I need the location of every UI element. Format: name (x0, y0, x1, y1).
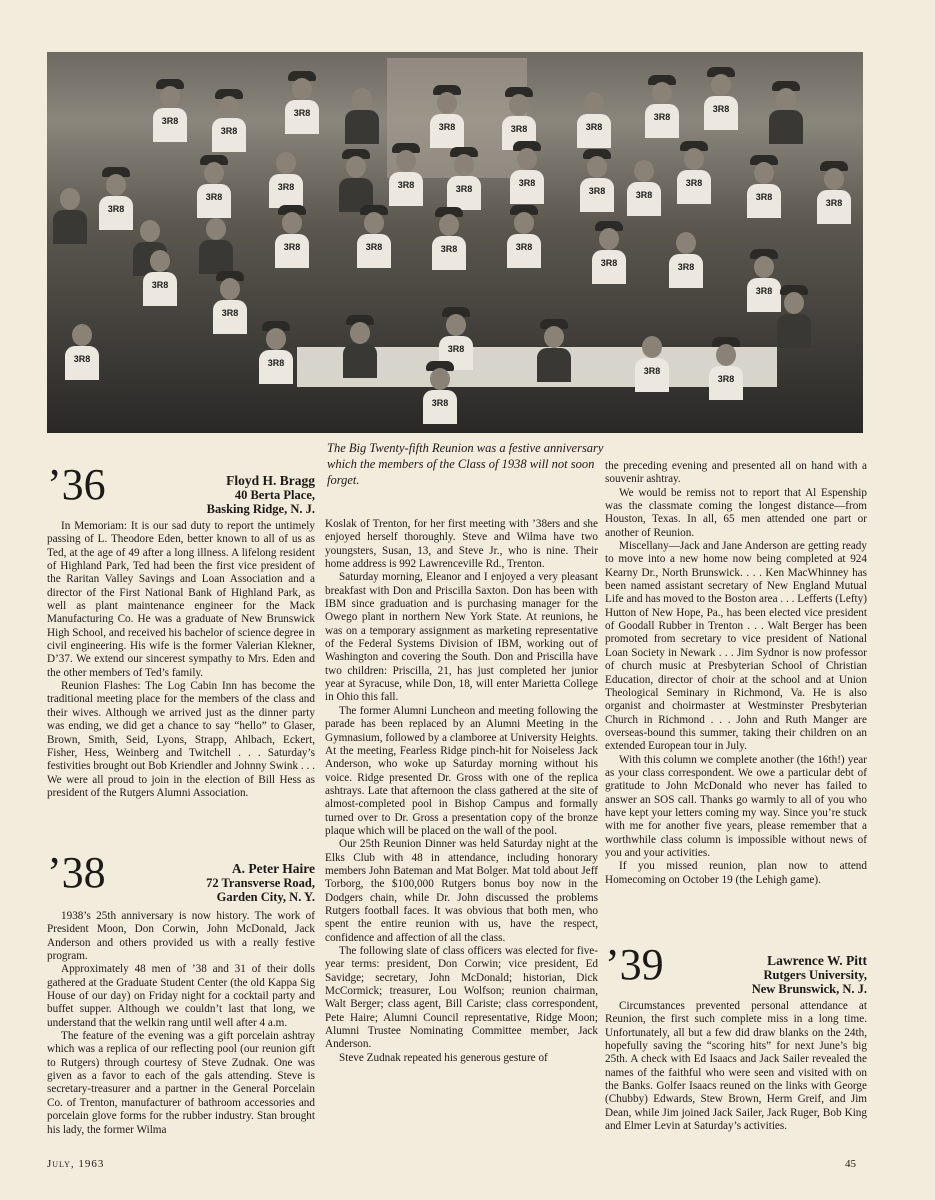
correspondent-address: Rutgers University, (763, 968, 867, 982)
correspondent-city: New Brunswick, N. J. (751, 982, 867, 996)
correspondent-info (752, 954, 867, 996)
class-year: ’36 (47, 460, 106, 509)
paragraph: Our 25th Reunion Dinner was held Saturday night at the Elks Club with 48 in attendance, including honorary members John Bateman and Mat Bolger. Mat told about Jeff Torborg, the $100,000 Rutgers bonus boy now in the Dodgers chain, while Dr. John discussed the problems Rutgers football faces. It was obvious that both men, who spent the entire reunion with us, have the respect, confidence and affection of all the class. (325, 838, 598, 944)
class-header (47, 848, 315, 910)
class-1939-section (605, 940, 867, 1133)
class-year: ’39 (605, 940, 664, 989)
class-notes (605, 1000, 867, 1133)
page-number: 45 (845, 1158, 856, 1170)
correspondent-name: Floyd H. Bragg (226, 473, 315, 488)
issue-date: July, 1963 (47, 1158, 105, 1170)
paragraph: 1938’s 25th anniversary is now history. The work of President Moon, Don Corwin, John McDonald, Jack Anderson and others provided us with a really festive program. (47, 910, 315, 963)
correspondent-city: Basking Ridge, N. J. (206, 502, 315, 516)
paragraph: Circumstances prevented personal attendance at Reunion, the first such complete miss in a long time. Unfortunately, all but a few did draw blanks on the 24th, hopefully saving the “scoring hits” for next June’s big 25th. A check with Ed Isaacs and Jack Sailer revealed the names of the faithful who were seen and visited with on the Banks. Golfer Isaacs reuned on the links with George (Chubby) Edwards, Stew Brown, Herm Greif, and Jim Dean, while Jim joined Jack Sailer, Jack Ruger, Bob King and Elmer Levin at Saturday’s activities. (605, 1000, 867, 1133)
paragraph: The former Alumni Luncheon and meeting following the parade has been replaced by an Alumni Meeting in the Gymnasium, followed by a clamboree at University Heights. At the meeting, Fearless Ridge pinch-hit for Noiseless Jack Anderson, who woke up Saturday morning without his voice. Ridge presented Dr. Gross with one of the replica ashtrays. Late that afternoon the class gathered at the site of almost-completed pool in Bishop Campus and formally turned over to Dr. Gross a presentation copy of the bronze plaque which will be placed on the wall of the pool. (325, 704, 598, 837)
class-notes (47, 520, 315, 800)
paragraph: Saturday morning, Eleanor and I enjoyed a very pleasant breakfast with Don and Priscilla Saxton. Don has been with IBM since graduation and is purchasing manager for the Owego plant in northern New York State. At reunions, he was on a temporary assignment as marketing representative of the Federal Systems Division of IBM, working out of Washington and covering the South. Don and Priscilla have two children: Priscilla, 21, has just completed her junior year at Syracuse, while Don, 18, will enter Marietta College in Ohio this fall. (325, 571, 598, 704)
reunion-photo: 3R8 3R8 3R8 3R8 3R8 3R8 3R8 3R8 3R8 3R8 3R8 3R8 3R8 3R8 3R8 3R8 3R8 3R8 3R8 3R8 3R8 3R8 3R8 3R8 3R8 3R8 3R8 3R8 3R8 3R8 3R8 3R8 3R8 3R8 (47, 52, 863, 433)
column-2 (325, 518, 598, 1065)
correspondent-address: 72 Transverse Road, (206, 876, 315, 890)
paragraph: Reunion Flashes: The Log Cabin Inn has become the traditional meeting place for the members of the class and their wives. Although we arrived just as the dinner party was ending, we did get a chance to say “hello” to Glaser, Brown, Smith, Seid, Lyons, Strapp, Ahlbach, Eckert, Fisher, Hess, Weinberg and Twitchell . . . Saturday’s festivities brought out Bob Kriendler and Johnny Swink . . . We were all proud to join in the election of Bill Hess as president of the Rutgers Alumni Association. (47, 680, 315, 799)
paragraph: With this column we complete another (the 16th!) year as your class correspondent. We owe a particular debt of gratitude to John McDonald who never has failed to answer an SOS call. Thanks go warmly to all of you who have kept your letters coming my way. Since you’re stuck with me for another five years, please remember that a worthwhile class column is impossible without news of you and your activities. (605, 753, 867, 859)
paragraph: In Memoriam: It is our sad duty to report the untimely passing of L. Theodore Eden, better known to all of us as Ted, at the age of 49 after a long illness. A lifelong resident of Highland Park, Ted had been the first vice president of the Raritan Valley Savings and Loan Association and a director of the First National Bank of Highland Park, as well as plant maintenance engineer for the Mack Manufacturing Co. He was a graduate of New Brunswick High School, and received his bachelor of science degree in civil engineering. His wife is the former Valerian Klekner, D’37. We extend our sincerest sympathy to Mrs. Eden and the other members of Ted’s family. (47, 520, 315, 679)
paragraph: We would be remiss not to report that Al Espenship was the classmate coming the longest distance—from Houston, Texas. In all, 65 men attended one part or another of Reunion. (605, 486, 867, 539)
photo-caption: The Big Twenty-fifth Reunion was a festive anniversary which the members of the Class of 1938 will not soon forget. (327, 441, 604, 487)
paragraph: the preceding evening and presented all on hand with a souvenir ashtray. (605, 460, 867, 486)
correspondent-name: A. Peter Haire (231, 861, 315, 876)
paragraph: Steve Zudnak repeated his generous gesture of (339, 1051, 548, 1064)
correspondent-city: Garden City, N. Y. (216, 890, 315, 904)
correspondent-address: 40 Berta Place, (234, 488, 315, 502)
class-year: ’38 (47, 848, 106, 897)
correspondent-info (207, 474, 315, 516)
class-notes (47, 910, 315, 1137)
class-header (605, 940, 867, 1000)
class-header (47, 460, 315, 520)
paragraph: The following slate of class officers was elected for five-year terms: president, Don Corwin; vice president, Ed Savidge; secretary, John McDonald; historian, Dick McCormick; treasurer, Lou Wolfson; reunion chairman, Walt Berger; class agent, Bill Cariste; class correspondent, Pete Haire; Alumni Council representative, Ridge Moon; Alumni Trustee Nominating Committee member, Jack Anderson. (325, 945, 598, 1051)
paragraph: Koslak of Trenton, for her first meeting with ’38ers and she enjoyed herself thoroughly. Steve and Wilma have two youngsters, Susan, 13, and Steve Jr., who is nine. Their home address is 992 Lawrenceville Rd., Trenton. (325, 518, 598, 571)
class-1936-section (47, 460, 315, 800)
class-1938-section (47, 848, 315, 1137)
paragraph: Approximately 48 men of ’38 and 31 of their dolls gathered at the Graduate Student Center (the old Kappa Sig House of our day) on Friday night for a cocktail party and buffet supper. Although we couldn’t last that long, we understand that the welkin rang until well after 4 a.m. (47, 963, 315, 1029)
correspondent-info (206, 862, 315, 904)
paragraph: If you missed reunion, plan now to attend Homecoming on October 19 (the Lehigh game). (605, 860, 867, 886)
paragraph: Miscellany—Jack and Jane Anderson are getting ready to move into a new home now being completed at 924 Kearny Dr., North Brunswick. . . . Ken MacWhinney has been named assistant secretary of New England Mutual Life and has moved to the Boston area . . . Lefferts (Lefty) Hutton of New Hope, Pa., has been elected vice president of Goodall Rubber in Trenton . . . Walt Berger has been promoted from secretary to vice president of National Loan Society in Newark . . . Jim Sydnor is now professor of church music at Presbyterian School of Christian Education, director of choir at the school and at Union Theological Seminary in Richmond, Va. He is also organist and choirmaster at Westminster Presbyterian Church in Richmond . . . John and Ruth Manger are overseas-bound this summer, taking their children on an extended European tour in July. (605, 540, 867, 753)
paragraph: The feature of the evening was a gift porcelain ashtray which was a replica of our reflecting pool (our reunion gift to Rutgers) through courtesy of Steve Zudnak. One was given as a favor to each of the gals attending. Steve is secretary-treasurer and a partner in the General Porcelain Co. of Trenton, manufacturer of bathroom accessories and porcelain glove forms for the rubber industry. Stan brought his lady, the former Wilma (47, 1030, 315, 1136)
column-3 (605, 460, 867, 887)
correspondent-name: Lawrence W. Pitt (767, 953, 867, 968)
